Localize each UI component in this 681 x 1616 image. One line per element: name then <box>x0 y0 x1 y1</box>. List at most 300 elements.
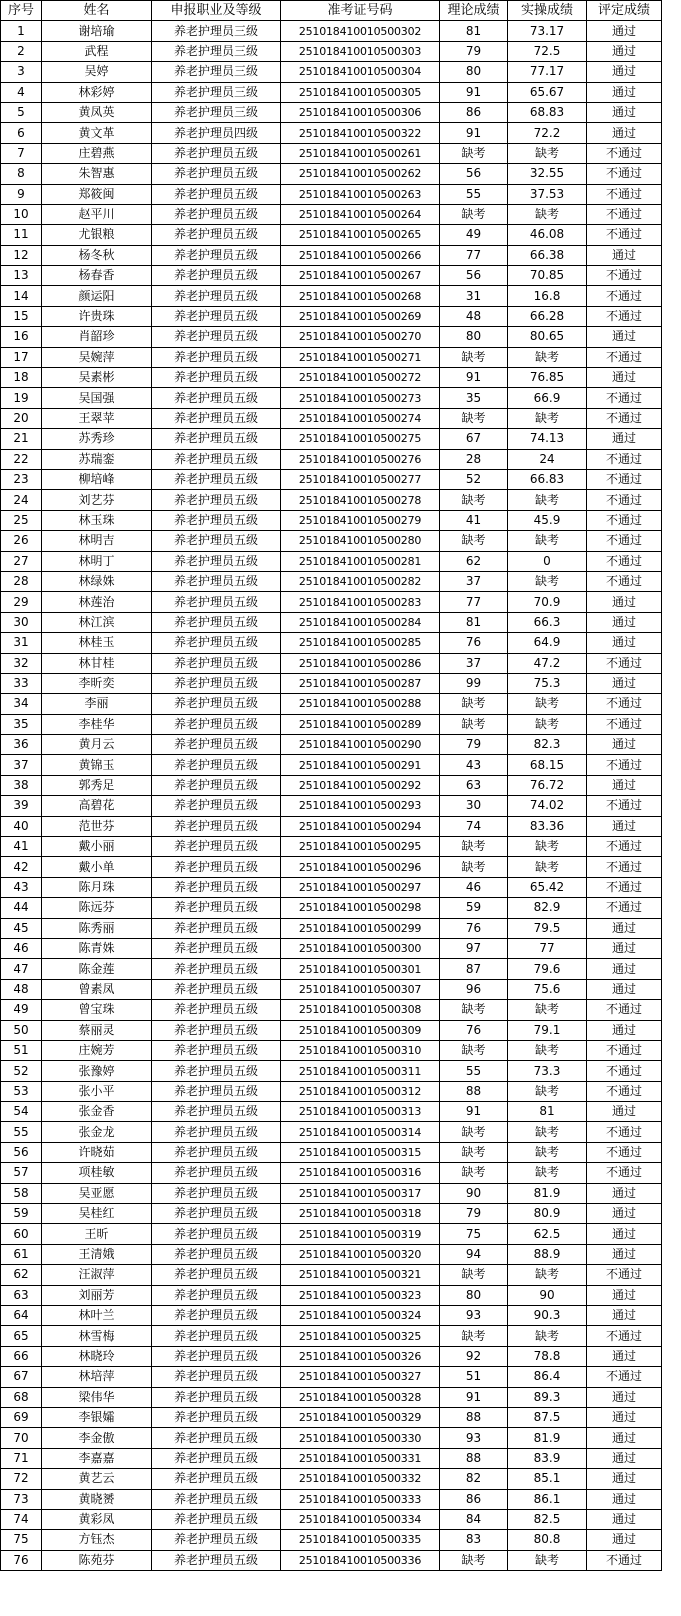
cell-practical-score: 77.17 <box>508 62 587 82</box>
cell-seq: 38 <box>1 775 42 795</box>
cell-ticket-number: 251018410010500313 <box>281 1102 440 1122</box>
table-row <box>1 837 662 857</box>
cell-practical-score: 83.36 <box>508 816 587 836</box>
cell-ticket-number: 251018410010500331 <box>281 1448 440 1468</box>
cell-occupation: 养老护理员五级 <box>152 633 281 653</box>
cell-occupation: 养老护理员五级 <box>152 1448 281 1468</box>
cell-seq: 26 <box>1 531 42 551</box>
cell-theory-score: 35 <box>440 388 508 408</box>
cell-seq: 17 <box>1 347 42 367</box>
cell-name: 郑筱闽 <box>42 184 152 204</box>
cell-seq: 46 <box>1 938 42 958</box>
cell-name: 王清娥 <box>42 1244 152 1264</box>
cell-seq: 45 <box>1 918 42 938</box>
cell-ticket-number: 251018410010500288 <box>281 694 440 714</box>
cell-practical-score: 64.9 <box>508 633 587 653</box>
cell-ticket-number: 251018410010500330 <box>281 1428 440 1448</box>
cell-seq: 49 <box>1 1000 42 1020</box>
cell-seq: 31 <box>1 633 42 653</box>
cell-occupation: 养老护理员五级 <box>152 551 281 571</box>
cell-practical-score: 80.65 <box>508 327 587 347</box>
cell-ticket-number: 251018410010500277 <box>281 469 440 489</box>
table-row <box>1 633 662 653</box>
cell-occupation: 养老护理员五级 <box>152 1285 281 1305</box>
cell-theory-score: 91 <box>440 123 508 143</box>
cell-theory-score: 51 <box>440 1367 508 1387</box>
cell-result: 不通过 <box>587 1081 662 1101</box>
cell-ticket-number: 251018410010500295 <box>281 837 440 857</box>
cell-occupation: 养老护理员五级 <box>152 1346 281 1366</box>
cell-result: 不通过 <box>587 266 662 286</box>
table-row <box>1 123 662 143</box>
cell-result: 不通过 <box>587 1040 662 1060</box>
cell-theory-score: 缺考 <box>440 694 508 714</box>
cell-occupation: 养老护理员五级 <box>152 449 281 469</box>
cell-seq: 74 <box>1 1509 42 1529</box>
cell-practical-score: 68.83 <box>508 102 587 122</box>
cell-theory-score: 80 <box>440 1285 508 1305</box>
cell-occupation: 养老护理员五级 <box>152 1224 281 1244</box>
table-row <box>1 1550 662 1570</box>
cell-practical-score: 缺考 <box>508 531 587 551</box>
cell-practical-score: 87.5 <box>508 1407 587 1427</box>
cell-theory-score: 56 <box>440 266 508 286</box>
cell-theory-score: 76 <box>440 1020 508 1040</box>
cell-occupation: 养老护理员五级 <box>152 796 281 816</box>
cell-theory-score: 56 <box>440 164 508 184</box>
cell-name: 方钰杰 <box>42 1530 152 1550</box>
cell-seq: 56 <box>1 1142 42 1162</box>
cell-seq: 71 <box>1 1448 42 1468</box>
cell-occupation: 养老护理员五级 <box>152 571 281 591</box>
cell-result: 通过 <box>587 21 662 41</box>
table-row <box>1 510 662 530</box>
cell-theory-score: 缺考 <box>440 837 508 857</box>
table-row <box>1 1306 662 1326</box>
cell-seq: 55 <box>1 1122 42 1142</box>
cell-occupation: 养老护理员五级 <box>152 898 281 918</box>
cell-theory-score: 缺考 <box>440 714 508 734</box>
cell-seq: 62 <box>1 1265 42 1285</box>
cell-occupation: 养老护理员五级 <box>152 653 281 673</box>
cell-seq: 1 <box>1 21 42 41</box>
cell-practical-score: 72.2 <box>508 123 587 143</box>
table-row <box>1 347 662 367</box>
cell-seq: 21 <box>1 429 42 449</box>
cell-seq: 36 <box>1 735 42 755</box>
cell-result: 通过 <box>587 82 662 102</box>
cell-name: 黄锦玉 <box>42 755 152 775</box>
table-row <box>1 102 662 122</box>
cell-name: 林培萍 <box>42 1367 152 1387</box>
header-practical-score: 实操成绩 <box>508 1 587 21</box>
cell-name: 苏秀珍 <box>42 429 152 449</box>
cell-occupation: 养老护理员三级 <box>152 102 281 122</box>
cell-occupation: 养老护理员五级 <box>152 306 281 326</box>
cell-theory-score: 96 <box>440 979 508 999</box>
cell-practical-score: 缺考 <box>508 347 587 367</box>
cell-ticket-number: 251018410010500304 <box>281 62 440 82</box>
cell-practical-score: 77 <box>508 938 587 958</box>
cell-occupation: 养老护理员五级 <box>152 1265 281 1285</box>
cell-occupation: 养老护理员五级 <box>152 531 281 551</box>
cell-ticket-number: 251018410010500265 <box>281 225 440 245</box>
cell-practical-score: 缺考 <box>508 1265 587 1285</box>
cell-occupation: 养老护理员五级 <box>152 1550 281 1570</box>
cell-name: 林明吉 <box>42 531 152 551</box>
cell-theory-score: 49 <box>440 225 508 245</box>
cell-name: 林莲治 <box>42 592 152 612</box>
table-row <box>1 1183 662 1203</box>
cell-result: 通过 <box>587 1489 662 1509</box>
cell-seq: 20 <box>1 408 42 428</box>
cell-theory-score: 79 <box>440 1204 508 1224</box>
cell-occupation: 养老护理员五级 <box>152 1081 281 1101</box>
cell-name: 林雪梅 <box>42 1326 152 1346</box>
cell-theory-score: 86 <box>440 102 508 122</box>
cell-result: 通过 <box>587 368 662 388</box>
cell-seq: 6 <box>1 123 42 143</box>
cell-practical-score: 32.55 <box>508 164 587 184</box>
cell-name: 范世芬 <box>42 816 152 836</box>
cell-seq: 37 <box>1 755 42 775</box>
cell-name: 林玉珠 <box>42 510 152 530</box>
cell-ticket-number: 251018410010500298 <box>281 898 440 918</box>
cell-seq: 10 <box>1 204 42 224</box>
cell-result: 不通过 <box>587 490 662 510</box>
cell-name: 张小平 <box>42 1081 152 1101</box>
cell-theory-score: 88 <box>440 1081 508 1101</box>
cell-result: 不通过 <box>587 551 662 571</box>
cell-occupation: 养老护理员五级 <box>152 225 281 245</box>
table-row <box>1 1081 662 1101</box>
cell-name: 庄婉芳 <box>42 1040 152 1060</box>
cell-occupation: 养老护理员五级 <box>152 1469 281 1489</box>
table-row <box>1 164 662 184</box>
cell-ticket-number: 251018410010500269 <box>281 306 440 326</box>
cell-name: 郭秀足 <box>42 775 152 795</box>
cell-seq: 51 <box>1 1040 42 1060</box>
cell-ticket-number: 251018410010500286 <box>281 653 440 673</box>
cell-seq: 16 <box>1 327 42 347</box>
cell-occupation: 养老护理员五级 <box>152 204 281 224</box>
cell-ticket-number: 251018410010500268 <box>281 286 440 306</box>
cell-seq: 44 <box>1 898 42 918</box>
cell-theory-score: 91 <box>440 1102 508 1122</box>
table-row <box>1 1326 662 1346</box>
cell-occupation: 养老护理员五级 <box>152 1489 281 1509</box>
cell-ticket-number: 251018410010500294 <box>281 816 440 836</box>
cell-seq: 73 <box>1 1489 42 1509</box>
cell-occupation: 养老护理员三级 <box>152 62 281 82</box>
cell-occupation: 养老护理员三级 <box>152 82 281 102</box>
cell-seq: 63 <box>1 1285 42 1305</box>
table-row <box>1 21 662 41</box>
cell-occupation: 养老护理员五级 <box>152 755 281 775</box>
cell-theory-score: 缺考 <box>440 531 508 551</box>
cell-name: 李金傲 <box>42 1428 152 1448</box>
cell-name: 王翠苹 <box>42 408 152 428</box>
cell-practical-score: 88.9 <box>508 1244 587 1264</box>
cell-practical-score: 66.9 <box>508 388 587 408</box>
cell-seq: 3 <box>1 62 42 82</box>
cell-seq: 43 <box>1 877 42 897</box>
cell-occupation: 养老护理员五级 <box>152 938 281 958</box>
cell-result: 通过 <box>587 1346 662 1366</box>
cell-seq: 30 <box>1 612 42 632</box>
cell-result: 不通过 <box>587 347 662 367</box>
cell-occupation: 养老护理员五级 <box>152 1244 281 1264</box>
cell-ticket-number: 251018410010500318 <box>281 1204 440 1224</box>
cell-ticket-number: 251018410010500325 <box>281 1326 440 1346</box>
table-row <box>1 62 662 82</box>
cell-name: 黄凤英 <box>42 102 152 122</box>
cell-theory-score: 91 <box>440 368 508 388</box>
cell-practical-score: 76.72 <box>508 775 587 795</box>
cell-result: 不通过 <box>587 653 662 673</box>
cell-result: 通过 <box>587 429 662 449</box>
cell-result: 不通过 <box>587 857 662 877</box>
cell-occupation: 养老护理员五级 <box>152 816 281 836</box>
cell-result: 不通过 <box>587 1367 662 1387</box>
table-row <box>1 1530 662 1550</box>
cell-seq: 33 <box>1 673 42 693</box>
cell-practical-score: 70.9 <box>508 592 587 612</box>
cell-theory-score: 97 <box>440 938 508 958</box>
cell-occupation: 养老护理员五级 <box>152 266 281 286</box>
cell-practical-score: 70.85 <box>508 266 587 286</box>
cell-name: 林绿姝 <box>42 571 152 591</box>
cell-theory-score: 90 <box>440 1183 508 1203</box>
cell-result: 通过 <box>587 1183 662 1203</box>
cell-ticket-number: 251018410010500272 <box>281 368 440 388</box>
cell-name: 王昕 <box>42 1224 152 1244</box>
cell-seq: 67 <box>1 1367 42 1387</box>
cell-ticket-number: 251018410010500327 <box>281 1367 440 1387</box>
cell-ticket-number: 251018410010500305 <box>281 82 440 102</box>
cell-practical-score: 73.3 <box>508 1061 587 1081</box>
cell-seq: 28 <box>1 571 42 591</box>
cell-theory-score: 缺考 <box>440 1550 508 1570</box>
cell-practical-score: 24 <box>508 449 587 469</box>
table-row <box>1 571 662 591</box>
cell-result: 不通过 <box>587 877 662 897</box>
header-result: 评定成绩 <box>587 1 662 21</box>
cell-theory-score: 55 <box>440 184 508 204</box>
cell-ticket-number: 251018410010500264 <box>281 204 440 224</box>
cell-occupation: 养老护理员五级 <box>152 1102 281 1122</box>
cell-result: 通过 <box>587 775 662 795</box>
cell-occupation: 养老护理员五级 <box>152 959 281 979</box>
cell-result: 不通过 <box>587 714 662 734</box>
cell-result: 通过 <box>587 1509 662 1529</box>
cell-ticket-number: 251018410010500289 <box>281 714 440 734</box>
cell-theory-score: 59 <box>440 898 508 918</box>
table-row <box>1 225 662 245</box>
table-row <box>1 755 662 775</box>
cell-occupation: 养老护理员五级 <box>152 1000 281 1020</box>
table-row <box>1 327 662 347</box>
cell-ticket-number: 251018410010500324 <box>281 1306 440 1326</box>
header-occupation: 申报职业及等级 <box>152 1 281 21</box>
cell-result: 通过 <box>587 1204 662 1224</box>
cell-name: 杨冬秋 <box>42 245 152 265</box>
cell-name: 苏瑞銮 <box>42 449 152 469</box>
table-row <box>1 898 662 918</box>
cell-name: 吴素彬 <box>42 368 152 388</box>
table-row <box>1 368 662 388</box>
cell-ticket-number: 251018410010500320 <box>281 1244 440 1264</box>
cell-practical-score: 86.1 <box>508 1489 587 1509</box>
cell-seq: 25 <box>1 510 42 530</box>
cell-practical-score: 缺考 <box>508 408 587 428</box>
cell-result: 通过 <box>587 41 662 61</box>
cell-practical-score: 80.8 <box>508 1530 587 1550</box>
cell-name: 林晓玲 <box>42 1346 152 1366</box>
cell-result: 通过 <box>587 1102 662 1122</box>
cell-theory-score: 缺考 <box>440 857 508 877</box>
cell-practical-score: 缺考 <box>508 1122 587 1142</box>
cell-theory-score: 缺考 <box>440 490 508 510</box>
cell-theory-score: 67 <box>440 429 508 449</box>
cell-practical-score: 82.3 <box>508 735 587 755</box>
cell-ticket-number: 251018410010500279 <box>281 510 440 530</box>
cell-ticket-number: 251018410010500287 <box>281 673 440 693</box>
cell-practical-score: 90.3 <box>508 1306 587 1326</box>
cell-ticket-number: 251018410010500263 <box>281 184 440 204</box>
cell-practical-score: 86.4 <box>508 1367 587 1387</box>
header-ticket-number: 准考证号码 <box>281 1 440 21</box>
cell-theory-score: 62 <box>440 551 508 571</box>
table-row <box>1 694 662 714</box>
cell-result: 不通过 <box>587 143 662 163</box>
cell-result: 不通过 <box>587 531 662 551</box>
table-row <box>1 735 662 755</box>
cell-seq: 22 <box>1 449 42 469</box>
table-row <box>1 1469 662 1489</box>
cell-seq: 40 <box>1 816 42 836</box>
cell-occupation: 养老护理员五级 <box>152 286 281 306</box>
cell-seq: 59 <box>1 1204 42 1224</box>
cell-name: 梁伟华 <box>42 1387 152 1407</box>
cell-occupation: 养老护理员五级 <box>152 490 281 510</box>
cell-result: 不通过 <box>587 388 662 408</box>
cell-seq: 69 <box>1 1407 42 1427</box>
cell-seq: 11 <box>1 225 42 245</box>
cell-seq: 48 <box>1 979 42 999</box>
cell-result: 通过 <box>587 938 662 958</box>
cell-result: 不通过 <box>587 1265 662 1285</box>
cell-practical-score: 缺考 <box>508 571 587 591</box>
cell-ticket-number: 251018410010500273 <box>281 388 440 408</box>
table-row <box>1 1448 662 1468</box>
cell-ticket-number: 251018410010500274 <box>281 408 440 428</box>
cell-occupation: 养老护理员五级 <box>152 837 281 857</box>
cell-occupation: 养老护理员三级 <box>152 21 281 41</box>
cell-seq: 13 <box>1 266 42 286</box>
table-row <box>1 143 662 163</box>
table-row <box>1 1509 662 1529</box>
cell-ticket-number: 251018410010500292 <box>281 775 440 795</box>
cell-theory-score: 79 <box>440 41 508 61</box>
cell-ticket-number: 251018410010500296 <box>281 857 440 877</box>
cell-result: 通过 <box>587 633 662 653</box>
table-row <box>1 204 662 224</box>
table-row <box>1 653 662 673</box>
cell-occupation: 养老护理员五级 <box>152 469 281 489</box>
cell-ticket-number: 251018410010500333 <box>281 1489 440 1509</box>
cell-practical-score: 缺考 <box>508 694 587 714</box>
cell-result: 不通过 <box>587 184 662 204</box>
cell-ticket-number: 251018410010500262 <box>281 164 440 184</box>
cell-seq: 14 <box>1 286 42 306</box>
cell-theory-score: 缺考 <box>440 347 508 367</box>
cell-ticket-number: 251018410010500332 <box>281 1469 440 1489</box>
cell-result: 不通过 <box>587 225 662 245</box>
cell-name: 陈青姝 <box>42 938 152 958</box>
cell-result: 不通过 <box>587 1122 662 1142</box>
cell-ticket-number: 251018410010500302 <box>281 21 440 41</box>
cell-occupation: 养老护理员五级 <box>152 184 281 204</box>
cell-name: 曾宝珠 <box>42 1000 152 1020</box>
cell-practical-score: 80.9 <box>508 1204 587 1224</box>
cell-theory-score: 30 <box>440 796 508 816</box>
table-row <box>1 1346 662 1366</box>
cell-ticket-number: 251018410010500297 <box>281 877 440 897</box>
cell-practical-score: 65.42 <box>508 877 587 897</box>
cell-theory-score: 83 <box>440 1530 508 1550</box>
cell-occupation: 养老护理员五级 <box>152 1040 281 1060</box>
cell-practical-score: 缺考 <box>508 1040 587 1060</box>
cell-name: 李银孀 <box>42 1407 152 1427</box>
cell-seq: 57 <box>1 1163 42 1183</box>
cell-theory-score: 77 <box>440 592 508 612</box>
cell-seq: 64 <box>1 1306 42 1326</box>
cell-name: 吴亚愿 <box>42 1183 152 1203</box>
cell-occupation: 养老护理员五级 <box>152 1061 281 1081</box>
cell-result: 不通过 <box>587 796 662 816</box>
cell-theory-score: 48 <box>440 306 508 326</box>
cell-ticket-number: 251018410010500280 <box>281 531 440 551</box>
table-row <box>1 877 662 897</box>
table-row <box>1 41 662 61</box>
cell-result: 不通过 <box>587 1326 662 1346</box>
cell-occupation: 养老护理员五级 <box>152 327 281 347</box>
cell-seq: 54 <box>1 1102 42 1122</box>
cell-seq: 15 <box>1 306 42 326</box>
cell-practical-score: 缺考 <box>508 1326 587 1346</box>
cell-practical-score: 74.13 <box>508 429 587 449</box>
cell-seq: 61 <box>1 1244 42 1264</box>
table-row <box>1 245 662 265</box>
cell-result: 不通过 <box>587 571 662 591</box>
cell-name: 黄月云 <box>42 735 152 755</box>
cell-result: 通过 <box>587 979 662 999</box>
table-row <box>1 551 662 571</box>
cell-name: 高碧花 <box>42 796 152 816</box>
table-row <box>1 469 662 489</box>
cell-ticket-number: 251018410010500276 <box>281 449 440 469</box>
cell-ticket-number: 251018410010500271 <box>281 347 440 367</box>
cell-name: 杨春香 <box>42 266 152 286</box>
table-row <box>1 938 662 958</box>
cell-name: 林甘桂 <box>42 653 152 673</box>
table-row <box>1 82 662 102</box>
cell-occupation: 养老护理员五级 <box>152 347 281 367</box>
cell-seq: 50 <box>1 1020 42 1040</box>
cell-seq: 8 <box>1 164 42 184</box>
cell-ticket-number: 251018410010500261 <box>281 143 440 163</box>
